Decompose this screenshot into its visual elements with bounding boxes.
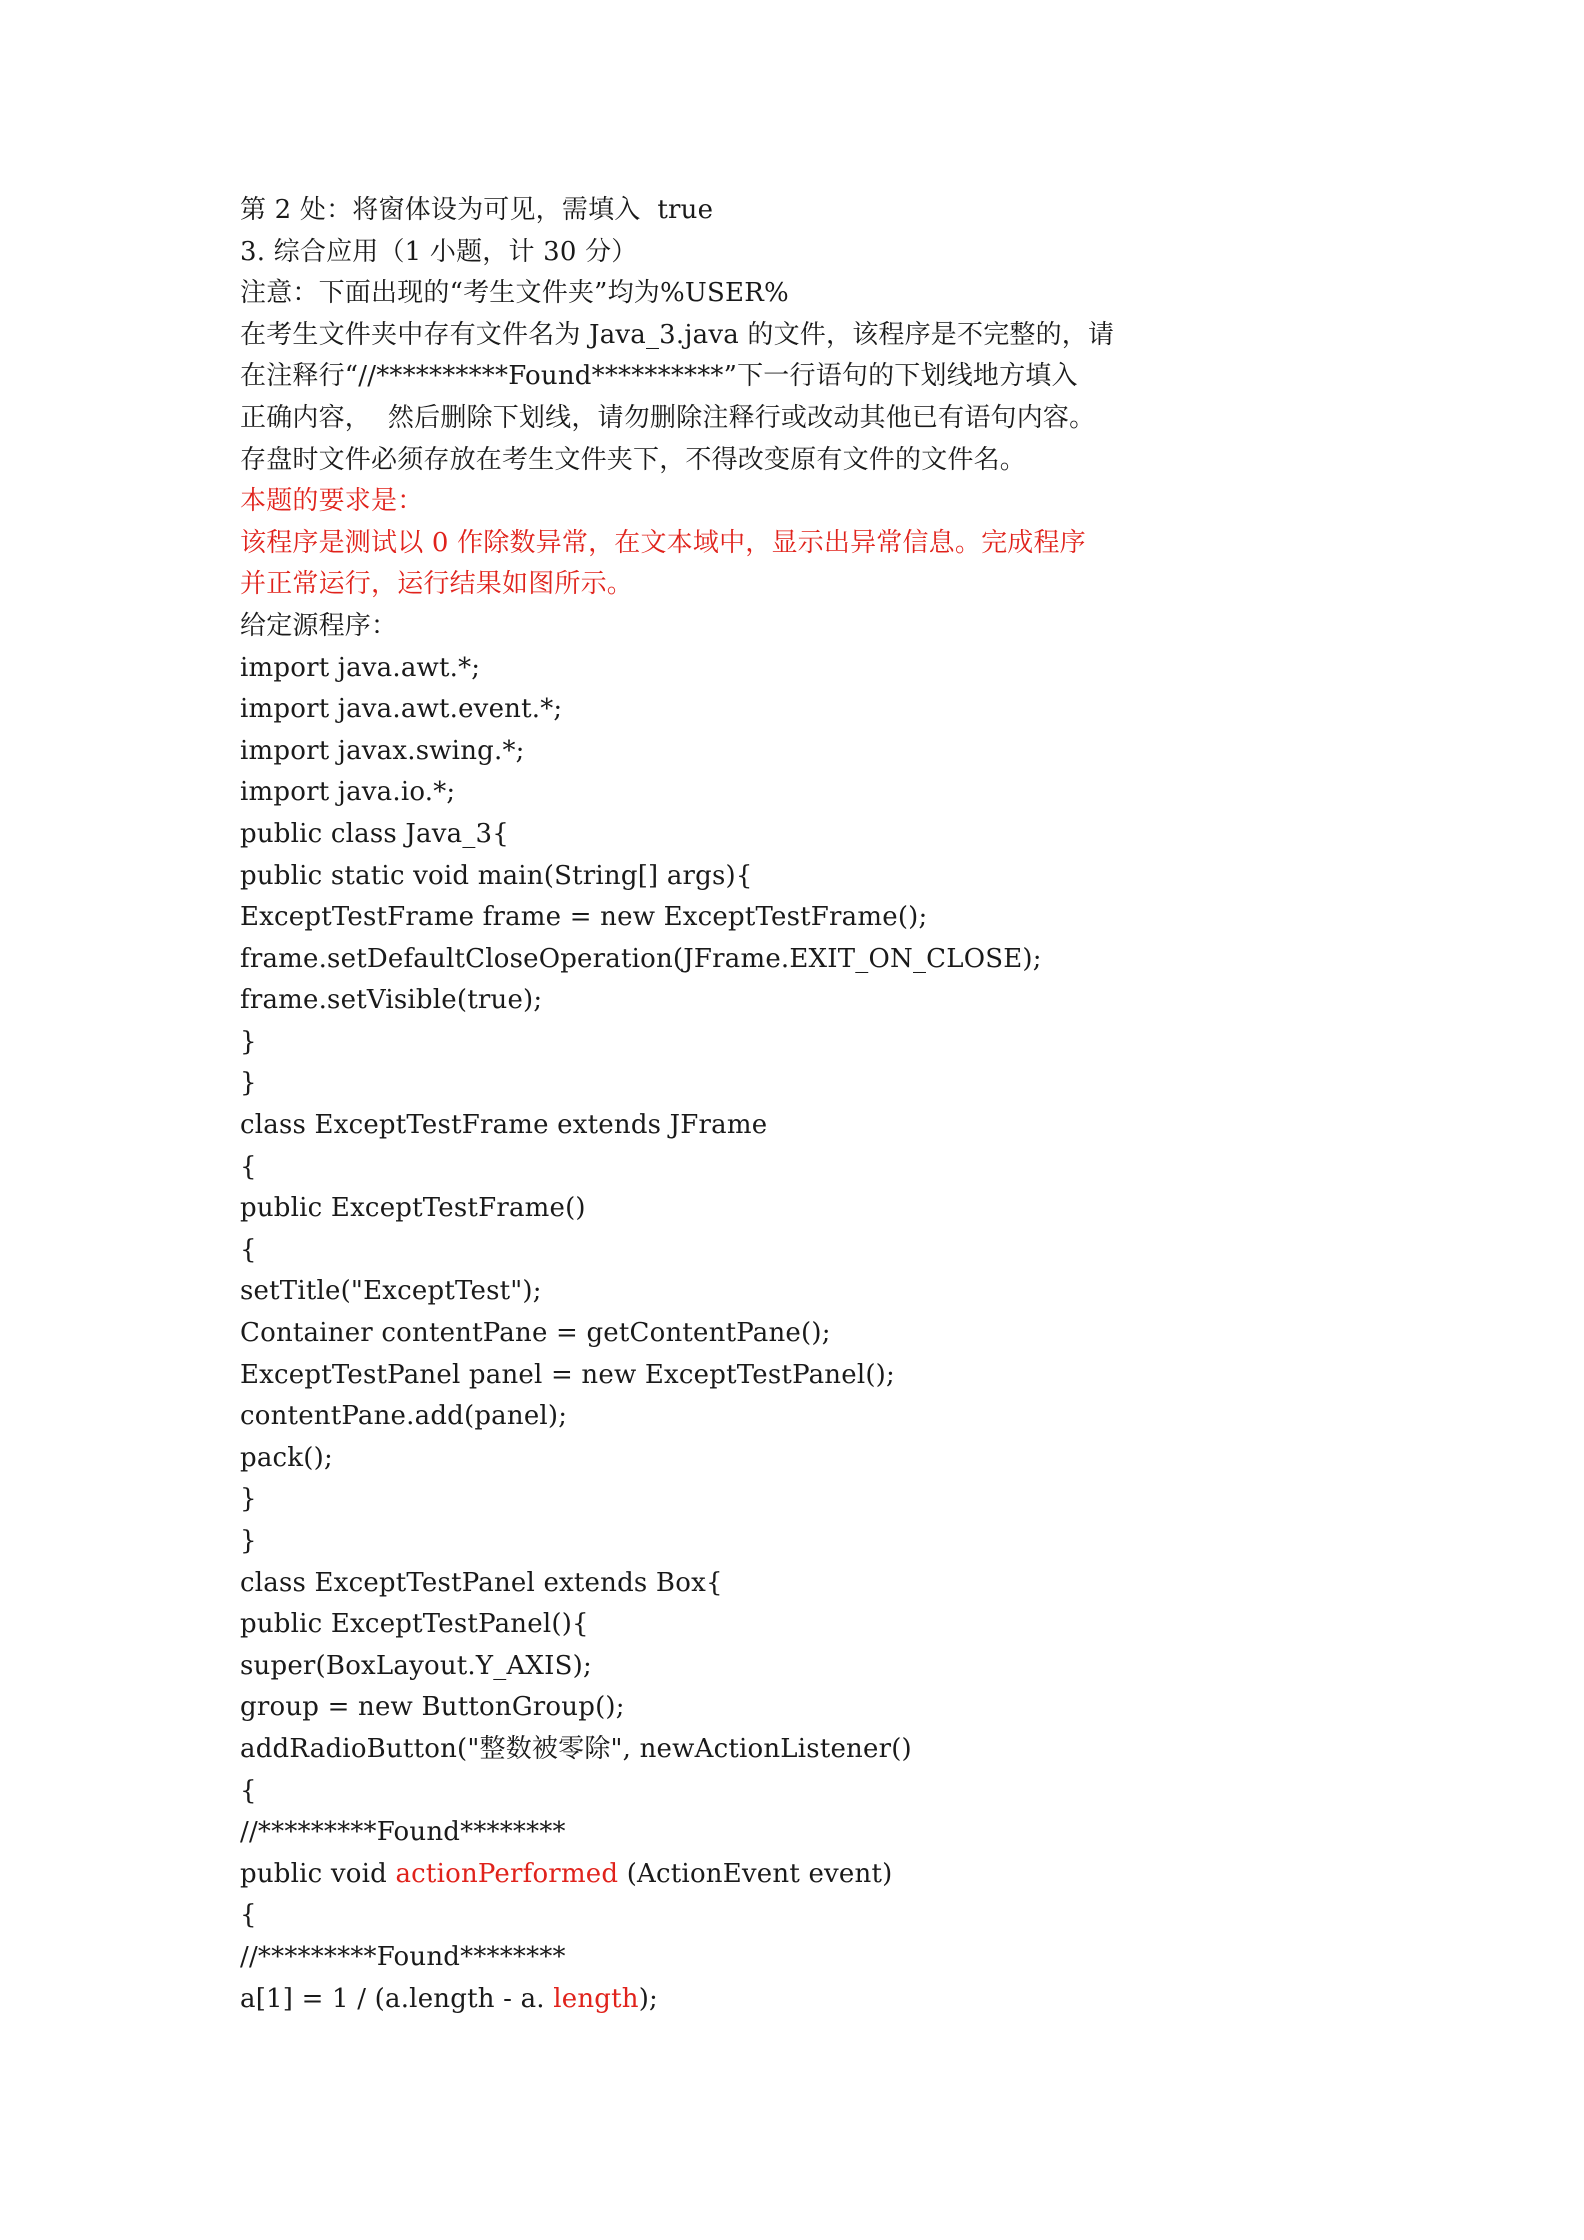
- text-line: public ExceptTestPanel(){: [240, 1609, 589, 1640]
- text-line: 该程序是测试以 0 作除数异常，在文本域中，显示出异常信息。完成程序: [240, 527, 1086, 558]
- text-line: addRadioButton("整数被零除", newActionListener(): [240, 1733, 912, 1764]
- text-line: 3. 综合应用（1 小题，计 30 分）: [240, 236, 638, 267]
- text-segment: );: [638, 1983, 659, 2014]
- text-line: //*********Found********: [240, 1817, 566, 1848]
- text-line: pack();: [240, 1442, 333, 1473]
- text-line: 正确内容， 然后删除下划线，请勿删除注释行或改动其他已有语句内容。: [240, 402, 1096, 433]
- text-line: }: [240, 1026, 257, 1057]
- text-line: 并正常运行，运行结果如图所示。: [240, 569, 634, 600]
- text-line: {: [240, 1900, 257, 1931]
- text-line: public ExceptTestFrame(): [240, 1193, 586, 1224]
- text-line: contentPane.add(panel);: [240, 1401, 568, 1432]
- text-line: //*********Found********: [240, 1941, 566, 1972]
- text-line: [240, 1854, 1340, 1896]
- text-line: 注意：下面出现的“考生文件夹”均为%USER%: [240, 278, 789, 309]
- text-line: ExceptTestPanel panel = new ExceptTestPanel();: [240, 1359, 895, 1390]
- text-line: Container contentPane = getContentPane();: [240, 1318, 831, 1349]
- text-segment: public void: [240, 1858, 396, 1889]
- text-line: import java.awt.*;: [240, 652, 481, 683]
- text-line: {: [240, 1234, 257, 1265]
- text-line: {: [240, 1775, 257, 1806]
- text-line: 第 2 处：将窗体设为可见，需填入 true: [240, 195, 714, 225]
- text-line: class ExceptTestPanel extends Box{: [240, 1567, 723, 1598]
- document-body: [240, 190, 1340, 2020]
- text-line: ExceptTestFrame frame = new ExceptTestFrame();: [240, 902, 928, 933]
- text-line: [240, 1979, 1340, 2021]
- text-line: import java.awt.event.*;: [240, 694, 563, 725]
- text-line: }: [240, 1484, 257, 1515]
- text-line: 存盘时文件必须存放在考生文件夹下，不得改变原有文件的文件名。: [240, 444, 1027, 475]
- text-line: frame.setVisible(true);: [240, 985, 543, 1016]
- text-line: public static void main(String[] args){: [240, 860, 753, 891]
- text-segment: (ActionEvent event): [618, 1858, 893, 1889]
- text-segment: a[1] = 1 / (a.length - a.: [240, 1983, 554, 2014]
- text-line: group = new ButtonGroup();: [240, 1692, 625, 1723]
- highlighted-segment: actionPerformed: [395, 1858, 619, 1889]
- text-line: {: [240, 1151, 257, 1182]
- text-line: }: [240, 1526, 257, 1556]
- text-line: frame.setDefaultCloseOperation(JFrame.EXIT_ON_CLOSE);: [240, 943, 1042, 974]
- text-line: super(BoxLayout.Y_AXIS);: [240, 1650, 592, 1681]
- text-line: 给定源程序：: [240, 610, 398, 641]
- text-line: 在考生文件夹中存有文件名为 Java_3.java 的文件，该程序是不完整的，请: [240, 319, 1115, 350]
- text-line: import java.io.*;: [240, 777, 456, 808]
- highlighted-segment: length: [553, 1983, 639, 2014]
- text-line: class ExceptTestFrame extends JFrame: [240, 1110, 768, 1141]
- text-line: 本题的要求是：: [240, 486, 424, 517]
- text-line: import javax.swing.*;: [240, 735, 525, 766]
- text-line: setTitle("ExceptTest");: [240, 1276, 542, 1307]
- text-line: public class Java_3{: [240, 818, 510, 849]
- text-line: }: [240, 1068, 257, 1099]
- text-line: 在注释行“//**********Found**********”下一行语句的下划线地方填入: [240, 361, 1078, 392]
